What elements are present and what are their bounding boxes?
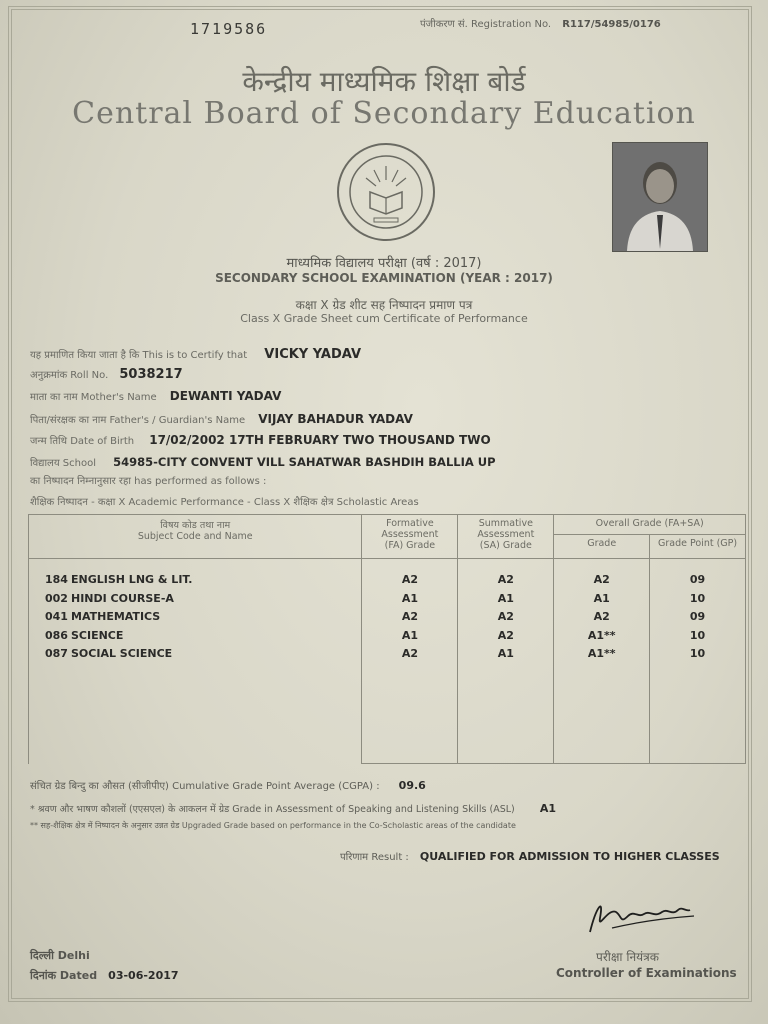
certify-label: यह प्रमाणित किया जाता है कि This is to Certify that [30, 350, 248, 361]
cell-sa: A2 [497, 628, 514, 642]
exam-title-hindi: माध्यमिक विद्यालय परीक्षा (वर्ष : 2017) [286, 256, 482, 271]
controller-title-english: Controller of Examinations [556, 966, 737, 980]
cell-sa: A2 [497, 573, 514, 586]
cell-gp: 10 [689, 591, 706, 605]
cell-grade: A1** [587, 647, 616, 660]
dob-label: जन्म तिथि Date of Birth [30, 436, 135, 447]
mother-label: माता का नाम Mother's Name [30, 392, 157, 403]
cell-grade: A2 [593, 573, 610, 586]
cgpa-value: 09.6 [398, 779, 426, 792]
table-row [45, 592, 361, 611]
asl-value: A1 [539, 802, 556, 815]
cell-sa: A1 [497, 647, 514, 660]
cell-gp: 09 [689, 573, 706, 586]
school-value: 54985-CITY CONVENT VILL SAHATWAR BASHDIH BALLIA UP [113, 455, 496, 469]
registration-value: R117/54985/0176 [562, 19, 661, 30]
subject-name: ENGLISH LNG & LIT. [71, 573, 193, 586]
table-row [45, 629, 361, 648]
asl-label: * श्रवण और भाषण कौशलों (एएसएल) के आकलन में ग्रेड Grade in Assessment of Speaking and Listening Skills (ASL) [30, 804, 515, 815]
cell-grade: A1** [587, 628, 616, 642]
cell-fa: A2 [401, 610, 418, 623]
table-row [45, 573, 361, 592]
cell-fa: A1 [401, 591, 418, 605]
cgpa-line [30, 774, 426, 793]
cell-grade: A1 [593, 591, 610, 605]
cell-gp: 09 [689, 610, 706, 623]
registration-label: पंजीकरण सं. Registration No. [420, 19, 552, 30]
header-fa: Formative Assessment (FA) Grade [362, 515, 458, 559]
serial-number: 1719586 [190, 20, 268, 38]
result-line [340, 845, 720, 864]
school-label: विद्यालय School [30, 458, 96, 469]
subject-code: 087 [45, 647, 68, 660]
upgraded-note: ** सह-शैक्षिक क्षेत्र में निष्पादन के अनुसार उन्नत ग्रेड Upgraded Grade based on performance in the Co-Scholastic areas of the candidate [30, 821, 516, 830]
cell-fa: A2 [401, 647, 418, 660]
header-sa: Summative Assessment (SA) Grade [458, 515, 554, 559]
father-label: पिता/संरक्षक का नाम Father's / Guardian's Name [30, 415, 246, 426]
asl-line [30, 797, 556, 816]
certificate-subtitle-hindi: कक्षा X ग्रेड शीट सह निष्पादन प्रमाण पत्र [295, 298, 473, 312]
father-line [30, 408, 413, 427]
sa-column [458, 559, 554, 764]
registration [420, 16, 661, 30]
result-value: QUALIFIED FOR ADMISSION TO HIGHER CLASSES [419, 850, 720, 863]
certify-line [30, 343, 361, 362]
fa-column [362, 559, 458, 764]
cell-grade: A2 [593, 610, 610, 623]
cell-fa: A1 [401, 628, 418, 642]
roll-line [30, 363, 183, 382]
mother-line [30, 385, 281, 404]
cbse-emblem-icon [334, 140, 438, 244]
header-grade-point: Grade Point (GP) [650, 535, 746, 559]
certificate-subtitle-english: Class X Grade Sheet cum Certificate of Performance [240, 312, 528, 325]
date-line [30, 964, 179, 983]
subject-name: SOCIAL SCIENCE [71, 647, 173, 660]
roll-number: 5038217 [119, 367, 183, 382]
grade-column [554, 559, 650, 764]
board-name-hindi: केन्द्रीय माध्यमिक शिक्षा बोर्ड [242, 65, 526, 98]
dob-value: 17/02/2002 17TH FEBRUARY TWO THOUSAND TWO [149, 433, 491, 447]
header-overall: Overall Grade (FA+SA) [554, 515, 746, 535]
subject-code: 041 [45, 610, 68, 623]
academic-label: शैक्षिक निष्पादन - कक्षा X Academic Performance - Class X शैक्षिक क्षेत्र Scholastic Areas [30, 497, 419, 508]
cell-sa: A1 [497, 591, 514, 605]
table-row [45, 647, 361, 666]
grade-table [28, 514, 746, 764]
cell-sa: A2 [497, 610, 514, 623]
subject-name: SCIENCE [71, 628, 124, 642]
subject-code: 002 [45, 591, 68, 605]
cgpa-label: संचित ग्रेड बिन्दु का औसत (सीजीपीए) Cumulative Grade Point Average (CGPA) : [30, 781, 380, 792]
cell-fa: A2 [401, 573, 418, 586]
cell-gp: 10 [689, 647, 706, 660]
header-grade: Grade [554, 535, 650, 559]
portrait-icon [613, 143, 707, 251]
date-value: 03-06-2017 [108, 969, 179, 982]
subject-code: 086 [45, 628, 68, 642]
subject-name: HINDI COURSE-A [71, 591, 174, 605]
header-subject: विषय कोड तथा नाम Subject Code and Name [29, 515, 362, 559]
performed-label: का निष्पादन निम्नानुसार रहा has performed as follows : [30, 476, 267, 487]
father-name: VIJAY BAHADUR YADAV [258, 412, 413, 426]
roll-label: अनुक्रमांक Roll No. [30, 370, 109, 381]
table-row [45, 610, 361, 629]
subject-code: 184 [45, 573, 68, 586]
place-label: दिल्ली Delhi [30, 949, 90, 962]
controller-title-hindi: परीक्षा नियंत्रक [596, 950, 659, 964]
gp-column [650, 559, 746, 764]
subject-column [29, 559, 362, 764]
exam-title-english: SECONDARY SCHOOL EXAMINATION (YEAR : 2017) [215, 271, 553, 285]
dob-line [30, 429, 491, 448]
dated-label: दिनांक Dated [30, 969, 98, 982]
school-line [30, 451, 496, 470]
cell-gp: 10 [689, 628, 706, 642]
board-name-english: Central Board of Secondary Education [72, 96, 696, 131]
result-label: परिणाम Result : [340, 852, 409, 863]
subject-name: MATHEMATICS [71, 610, 161, 623]
controller-signature-icon [582, 888, 702, 938]
mother-name: DEWANTI YADAV [169, 389, 282, 403]
student-photo [612, 142, 708, 252]
student-name: VICKY YADAV [264, 347, 362, 362]
